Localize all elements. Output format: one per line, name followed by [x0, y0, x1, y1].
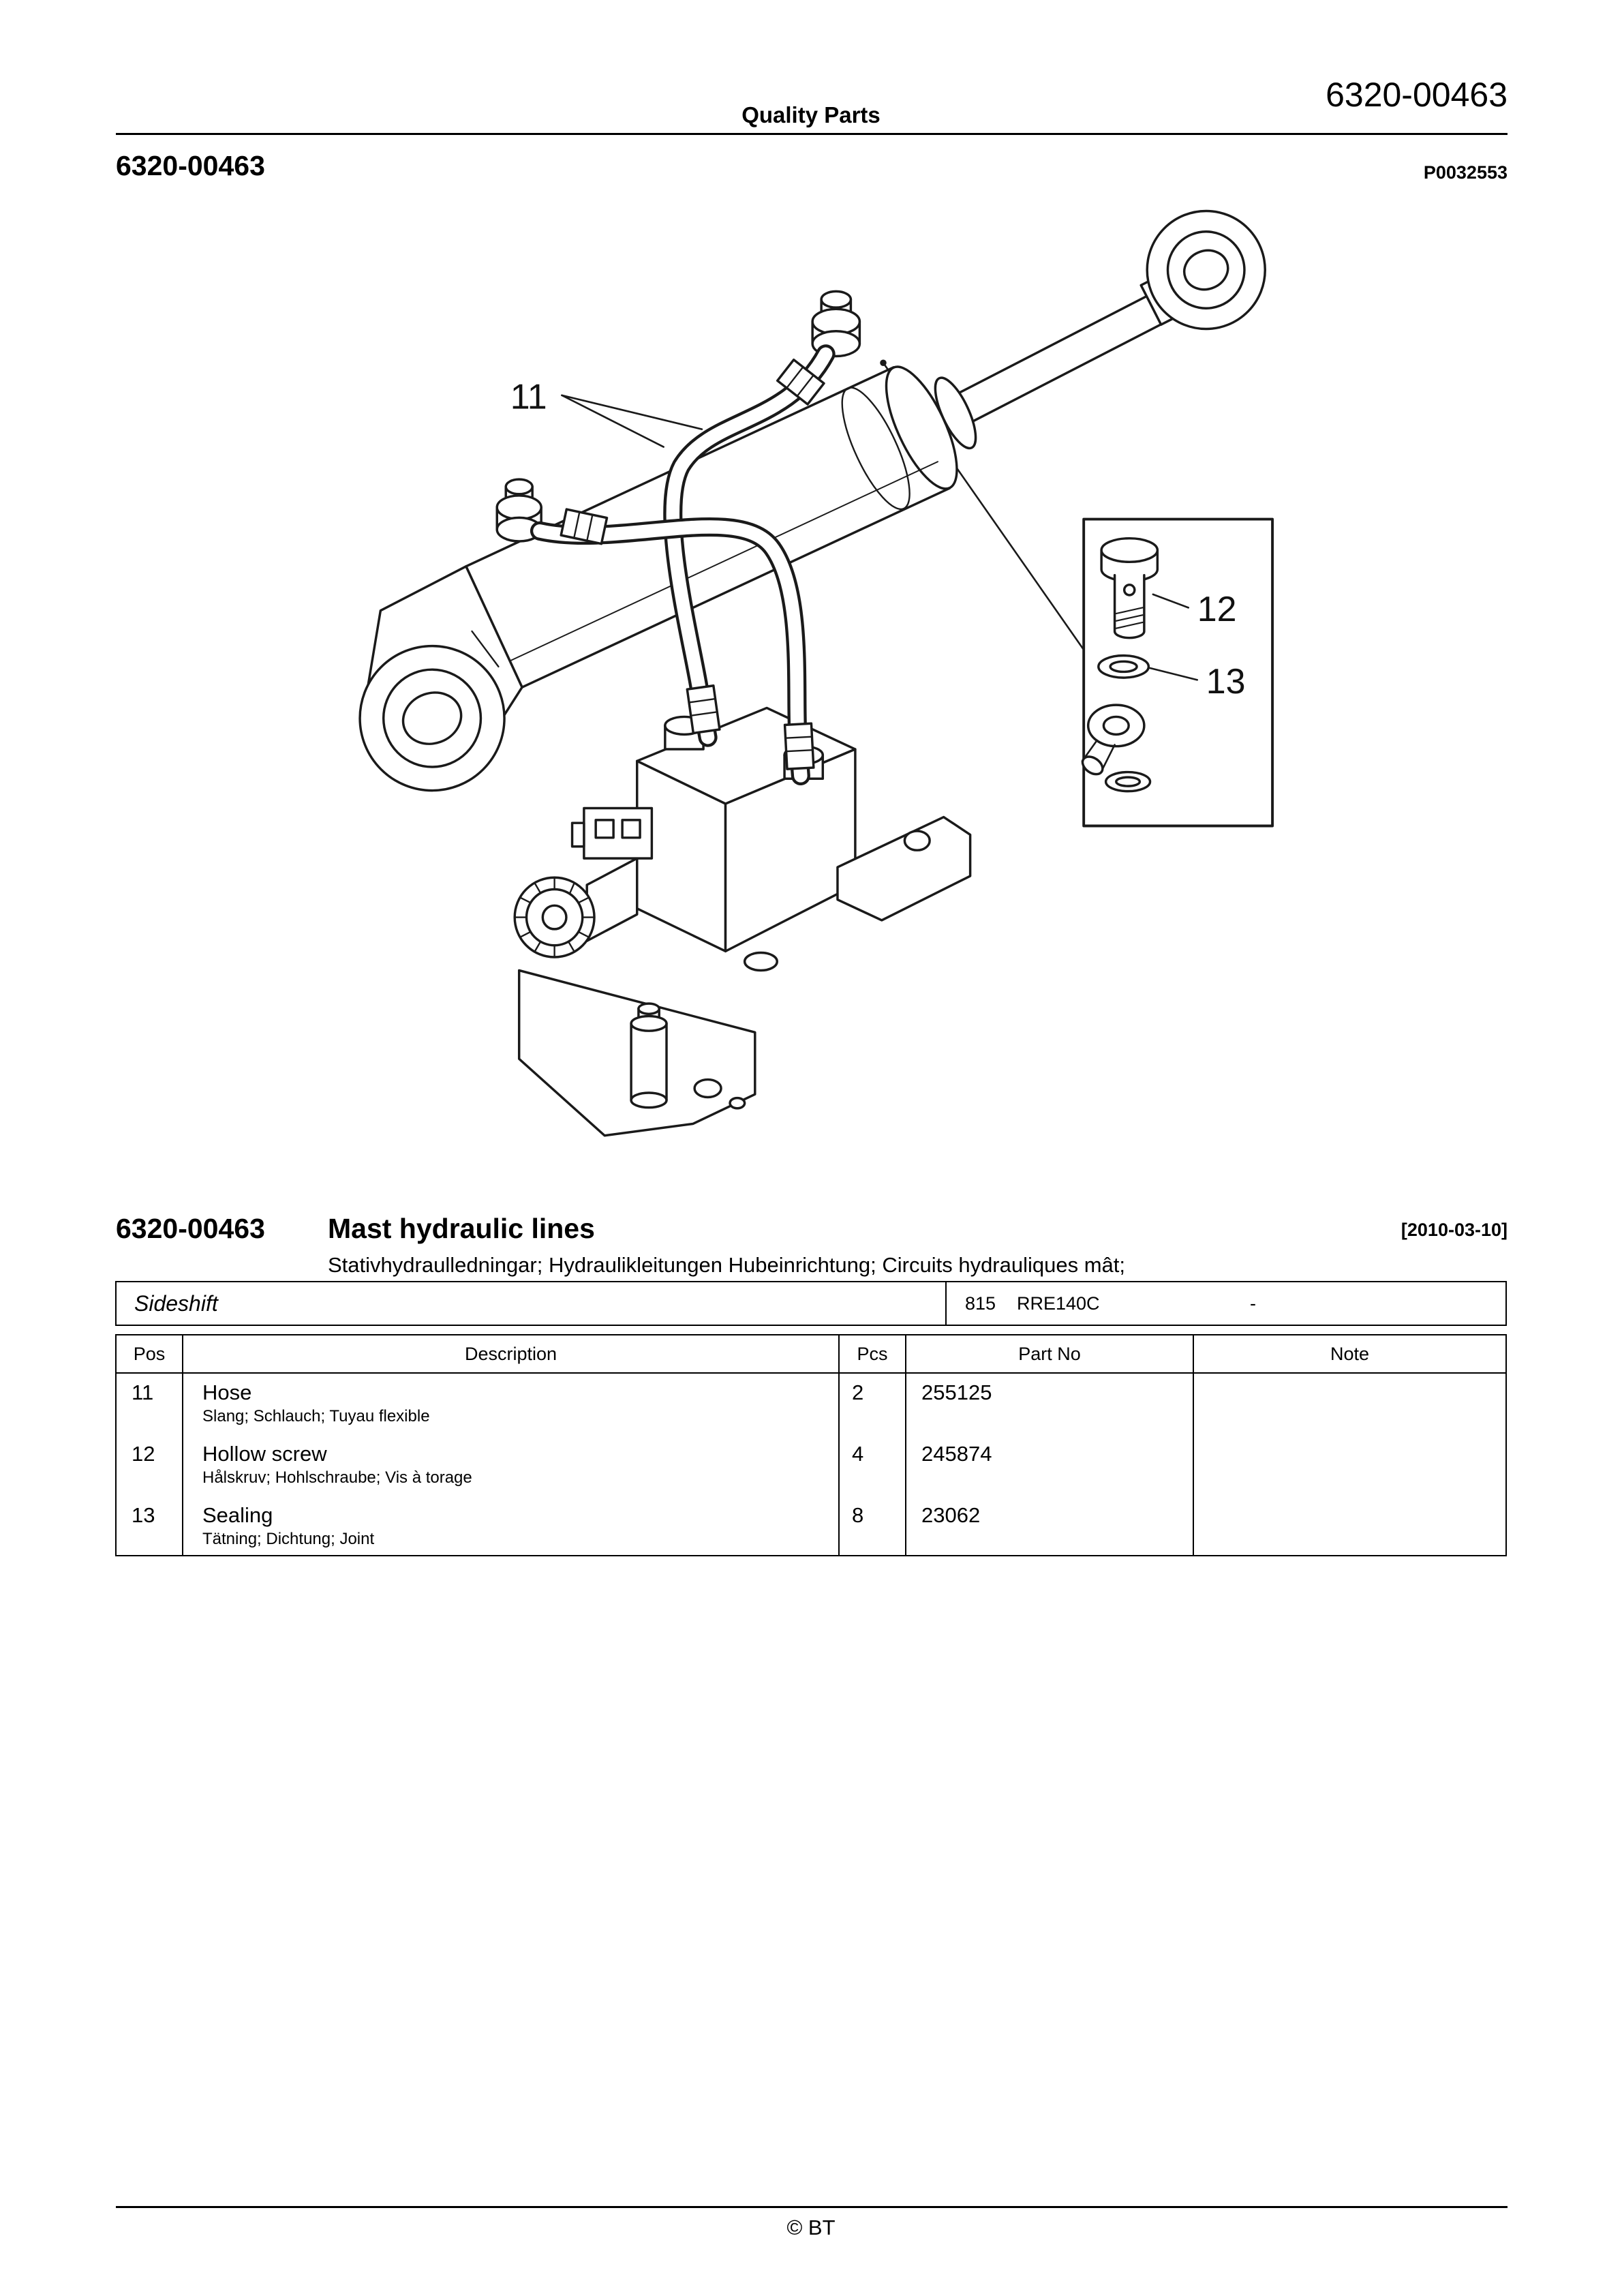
description-main: Sealing: [202, 1503, 273, 1527]
page-header-title: Quality Parts: [741, 102, 881, 127]
cell-pcs: 2: [852, 1380, 864, 1404]
column-description: [183, 1374, 840, 1555]
col-header-pcs: Pcs: [840, 1335, 906, 1372]
footer-rule: [116, 2206, 1508, 2208]
image-reference-code: P0032553: [1423, 162, 1508, 183]
header-rule: [116, 133, 1508, 135]
section-subtitle: Stativhydraulledningar; Hydraulikleitungen Hubeinrichtung; Circuits hydrauliques mât;: [328, 1253, 1126, 1277]
description-alt: Slang; Schlauch; Tuyau flexible: [202, 1407, 430, 1425]
variant-name: Sideshift: [117, 1282, 947, 1325]
column-part-no: [906, 1374, 1194, 1555]
table-header-row: [117, 1335, 1505, 1374]
cell-description: [183, 1496, 838, 1555]
col-header-note: Note: [1330, 1343, 1370, 1364]
column-pos: [117, 1374, 183, 1555]
description-main: Hollow screw: [202, 1442, 327, 1466]
cell-note: [1194, 1374, 1505, 1435]
model-code: 815: [965, 1293, 996, 1314]
col-header-part-no: Part No: [906, 1335, 1194, 1372]
cell-pos: 11: [132, 1380, 154, 1404]
model-info: [947, 1282, 1505, 1325]
connector-plug: [572, 809, 652, 859]
callout-11: 11: [510, 377, 547, 417]
section-doc-number: 6320-00463: [116, 1213, 265, 1244]
description-main: Hose: [202, 1380, 252, 1404]
mounting-bracket: [519, 970, 755, 1135]
cell-part-no: 245874: [921, 1442, 992, 1466]
callout-13: 13: [1206, 661, 1246, 701]
section-heading: [116, 1213, 1508, 1251]
parts-diagram: [115, 192, 1507, 1180]
column-note: [1194, 1374, 1505, 1555]
model-note: -: [1250, 1293, 1256, 1314]
page-header-doc-number: 6320-00463: [1326, 76, 1508, 114]
cell-description: [183, 1435, 838, 1496]
parts-table-wrap: [115, 1281, 1507, 1556]
col-header-description: Description: [183, 1335, 840, 1372]
description-alt: Hålskruv; Hohlschraube; Vis à torage: [202, 1468, 472, 1487]
cell-pos: 13: [132, 1503, 155, 1527]
cell-pos: 12: [132, 1442, 155, 1466]
cell-part-no: 255125: [921, 1380, 992, 1404]
cell-pcs: 4: [852, 1442, 864, 1466]
cell-description: [183, 1374, 838, 1435]
model-name: RRE140C: [1017, 1293, 1100, 1314]
valve-block: [515, 708, 970, 1135]
callout-12: 12: [1197, 589, 1237, 629]
section-title: Mast hydraulic lines: [328, 1213, 595, 1244]
banjo-fitting-top: [812, 291, 859, 356]
description-alt: Tätning; Dichtung; Joint: [202, 1530, 375, 1548]
column-pcs: [840, 1374, 906, 1555]
col-header-pos: Pos: [117, 1335, 183, 1372]
cell-note: [1194, 1435, 1505, 1496]
section-date: [2010-03-10]: [1401, 1220, 1508, 1240]
footer-copyright: © BT: [786, 2216, 836, 2239]
subheader-doc-number: 6320-00463: [116, 150, 265, 181]
cell-part-no: 23062: [921, 1503, 981, 1527]
table-body: [117, 1374, 1505, 1555]
cell-pcs: 8: [852, 1503, 864, 1527]
cell-note: [1194, 1496, 1505, 1555]
parts-table: [115, 1334, 1507, 1556]
variant-band: [115, 1281, 1507, 1326]
